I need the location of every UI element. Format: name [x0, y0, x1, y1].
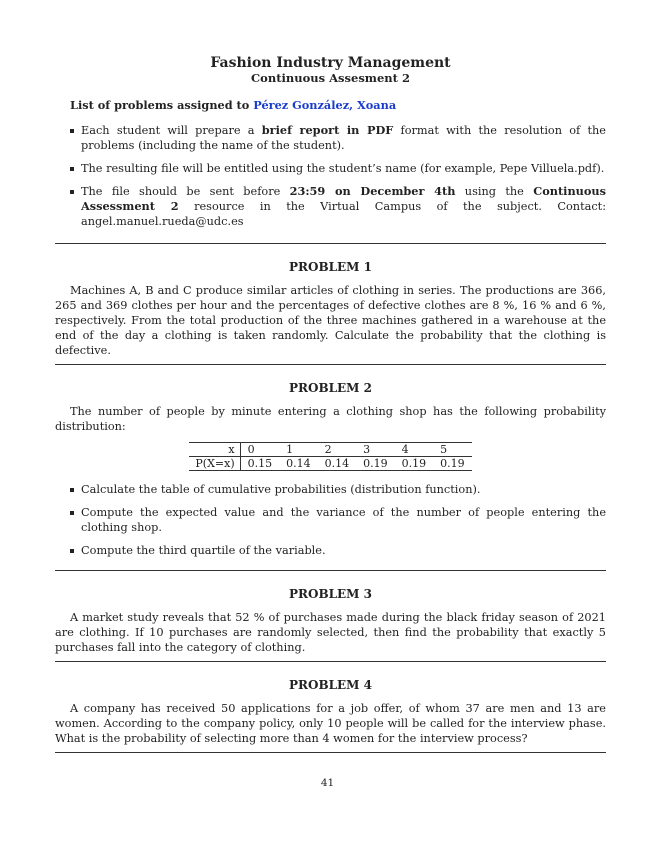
- problem-2-text: The number of people by minute entering a clothing shop has the following probability distribution:: [55, 405, 606, 433]
- problem-1-text: Machines A, B and C produce similar articles of clothing in series. The productions are 366, 265 and 369 clothes per hour and the percentages of defective clothes are 8 %, 16 % and 6 %, respectively. From the total production of the three machines gathered in a warehouse at the end of the day a clothing is taken randomly. Calculate the probability that the clothing is defective.: [55, 284, 606, 357]
- problem-3-title: PROBLEM 3: [289, 587, 372, 601]
- table-cell: 0.19: [356, 457, 395, 471]
- row-header: P(X=x): [189, 457, 240, 471]
- document-page: [55, 55, 606, 753]
- table-cell: 3: [356, 443, 395, 457]
- page-subtitle: Continuous Assesment 2: [251, 71, 410, 85]
- bullet-icon: [70, 167, 74, 171]
- table-cell: 4: [395, 443, 434, 457]
- problem-2-title: PROBLEM 2: [289, 381, 372, 395]
- instructions-list: [55, 123, 606, 229]
- bullet-icon: [70, 488, 74, 492]
- table-cell: 1: [279, 443, 318, 457]
- instruction-item: The resulting file will be entitled using the student’s name (for example, Pepe Villuela.pdf).: [55, 161, 606, 176]
- divider: [55, 752, 606, 753]
- table-cell: 0: [240, 443, 279, 457]
- bullet-icon: [70, 129, 74, 133]
- probability-table: [189, 442, 471, 471]
- instruction-item: Each student will prepare a brief report in PDF format with the resolution of the problems (including the name of the student).: [55, 123, 606, 153]
- table-cell: 0.14: [279, 457, 318, 471]
- bullet-icon: [70, 549, 74, 553]
- table-cell: 2: [318, 443, 357, 457]
- task-item: Compute the expected value and the variance of the number of people entering the clothing shop.: [55, 505, 606, 535]
- instruction-item: The file should be sent before 23:59 on December 4th using the Continuous Assessment 2 resource in the Virtual Campus of the subject. Contact: angel.manuel.rueda@udc.es: [55, 184, 606, 229]
- assigned-label: List of problems assigned to: [70, 98, 250, 112]
- page-title: Fashion Industry Management: [210, 55, 451, 71]
- assigned-line: [70, 98, 606, 113]
- page-number: 41: [320, 777, 335, 789]
- problem-2-tasks: [55, 482, 606, 558]
- table-row: [189, 443, 471, 457]
- divider: [55, 243, 606, 244]
- problem-4-title: PROBLEM 4: [289, 678, 372, 692]
- divider: [55, 661, 606, 662]
- table-cell: 0.19: [433, 457, 472, 471]
- bullet-icon: [70, 511, 74, 515]
- row-header: x: [189, 443, 240, 457]
- divider: [55, 364, 606, 365]
- task-item: Compute the third quartile of the variable.: [55, 543, 606, 558]
- table-cell: 5: [433, 443, 472, 457]
- table-cell: 0.14: [318, 457, 357, 471]
- table-cell: 0.19: [395, 457, 434, 471]
- problem-1-title: PROBLEM 1: [289, 260, 372, 274]
- problem-3-text: A market study reveals that 52 % of purchases made during the black friday season of 2021 are clothing. If 10 purchases are randomly selected, then find the probability that exactly 5 purchases fall into the category of clothing.: [55, 611, 606, 654]
- table-cell: 0.15: [240, 457, 279, 471]
- bullet-icon: [70, 190, 74, 194]
- student-name: Pérez González, Xoana: [253, 98, 397, 112]
- problem-4-text: A company has received 50 applications for a job offer, of whom 37 are men and 13 are women. According to the company policy, only 10 people will be called for the interview phase. What is the probability of selecting more than 4 women for the interview process?: [55, 702, 606, 745]
- task-item: Calculate the table of cumulative probabilities (distribution function).: [55, 482, 606, 497]
- divider: [55, 570, 606, 571]
- table-row: [189, 457, 471, 471]
